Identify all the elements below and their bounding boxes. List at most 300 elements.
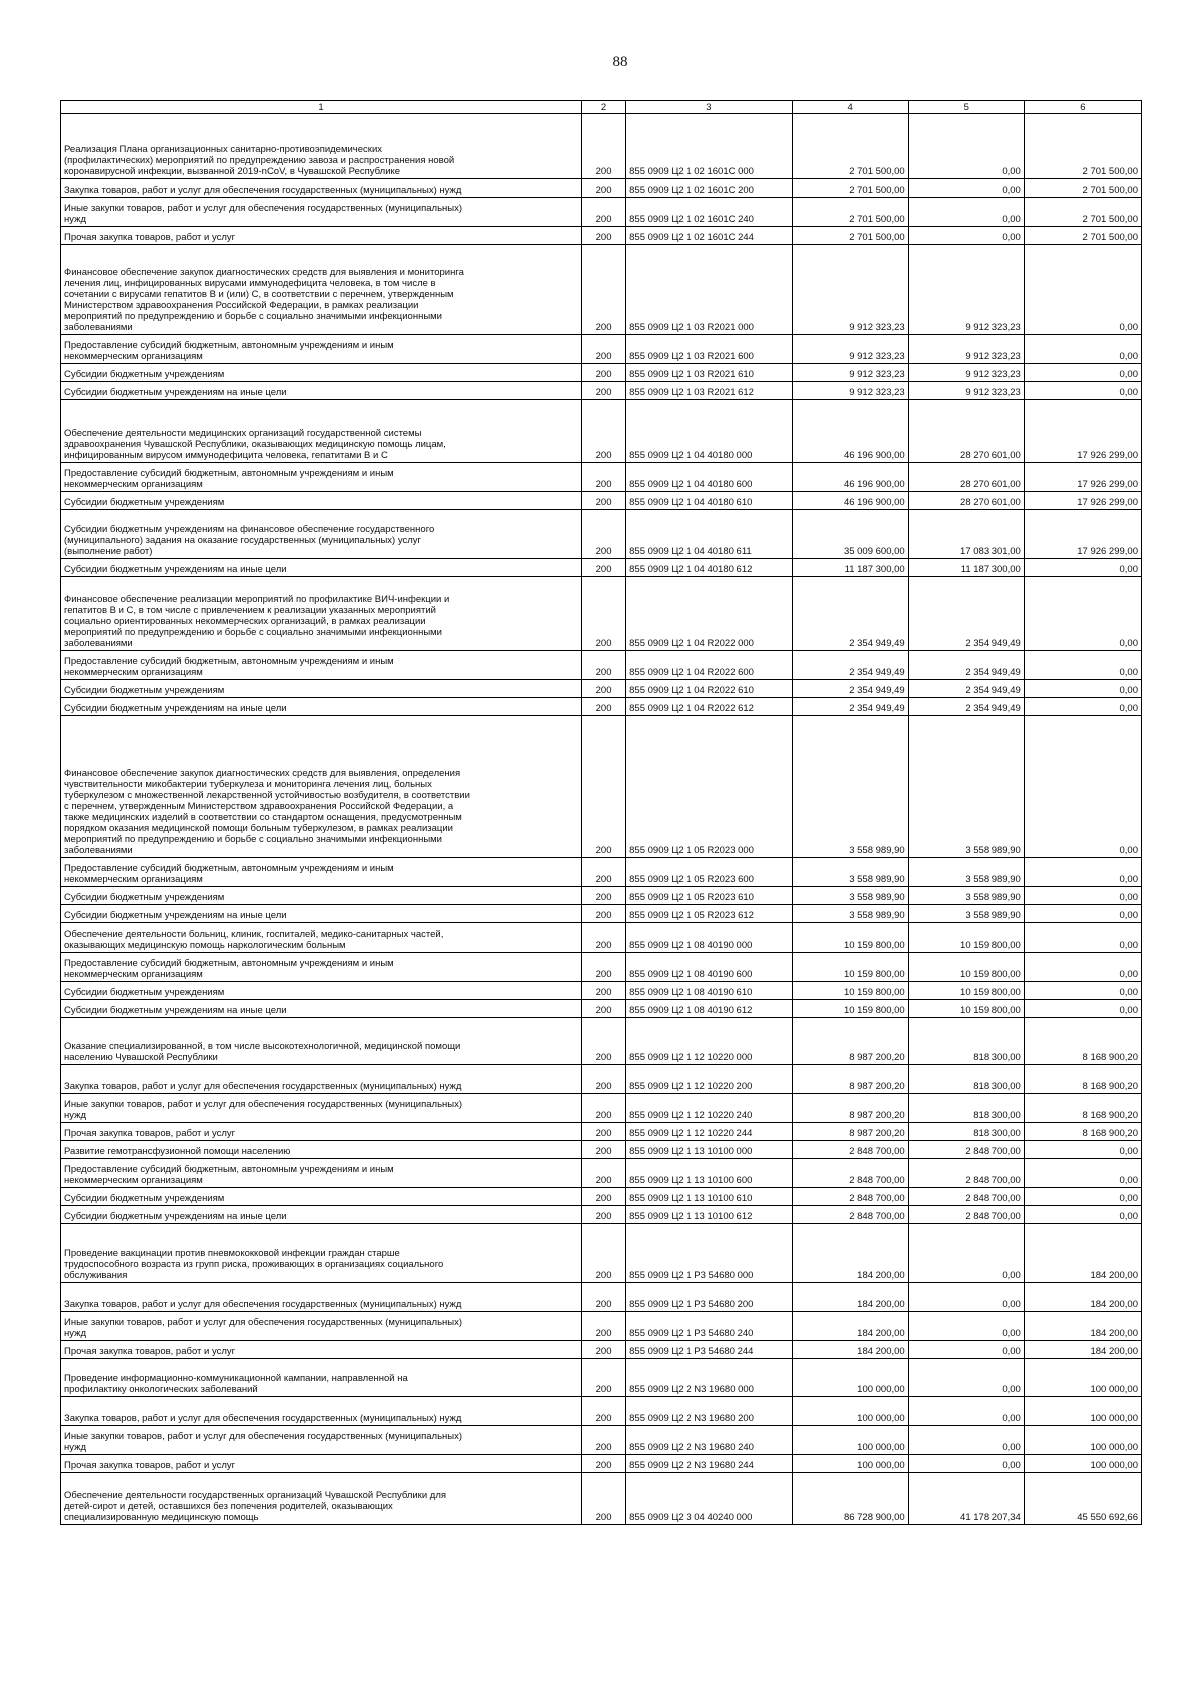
row-value-col6: 0,00 [1024, 680, 1141, 698]
row-name: Закупка товаров, работ и услуг для обеспечения государственных (муниципальных) нужд [61, 179, 582, 198]
row-value-col6: 0,00 [1024, 887, 1141, 905]
table-row [61, 179, 1142, 198]
row-code: 200 [581, 1359, 625, 1397]
table-row [61, 982, 1142, 1000]
row-name: Закупка товаров, работ и услуг для обеспечения государственных (муниципальных) нужд [61, 1065, 582, 1094]
row-value-col4: 2 701 500,00 [792, 179, 908, 198]
row-target-code: 855 0909 Ц2 1 02 1601С 200 [626, 179, 792, 198]
row-value-col6: 100 000,00 [1024, 1455, 1141, 1473]
row-value-col6: 0,00 [1024, 1188, 1141, 1206]
row-target-code: 855 0909 Ц2 1 04 R2022 000 [626, 577, 792, 651]
row-value-col5: 0,00 [908, 227, 1024, 245]
row-target-code: 855 0909 Ц2 1 05 R2023 600 [626, 858, 792, 887]
row-value-col4: 8 987 200,20 [792, 1018, 908, 1065]
row-code: 200 [581, 1283, 625, 1312]
row-target-code: 855 0909 Ц2 1 P3 54680 240 [626, 1312, 792, 1341]
table-row [61, 1188, 1142, 1206]
row-target-code: 855 0909 Ц2 1 04 40180 611 [626, 510, 792, 559]
row-name: Субсидии бюджетным учреждениям на иные цели [61, 382, 582, 400]
row-name: Субсидии бюджетным учреждениям на финансовое обеспечение государственного (муниципального) задания на оказание государственных (муниципальных) услуг (выполнение работ) [61, 510, 582, 559]
row-value-col5: 10 159 800,00 [908, 953, 1024, 982]
row-value-col4: 35 009 600,00 [792, 510, 908, 559]
col-header-5: 5 [908, 101, 1024, 114]
row-code: 200 [581, 114, 625, 179]
row-code: 200 [581, 1188, 625, 1206]
row-value-col6: 8 168 900,20 [1024, 1094, 1141, 1123]
row-code: 200 [581, 492, 625, 510]
row-value-col6: 0,00 [1024, 858, 1141, 887]
row-value-col4: 8 987 200,20 [792, 1065, 908, 1094]
row-value-col5: 818 300,00 [908, 1018, 1024, 1065]
row-value-col4: 2 354 949,49 [792, 577, 908, 651]
col-header-1: 1 [61, 101, 582, 114]
row-target-code: 855 0909 Ц2 1 08 40190 612 [626, 1000, 792, 1018]
row-value-col6: 0,00 [1024, 1141, 1141, 1159]
table-row [61, 382, 1142, 400]
row-target-code: 855 0909 Ц2 1 12 10220 000 [626, 1018, 792, 1065]
row-name: Финансовое обеспечение закупок диагностических средств для выявления, определения чувствительности микобактерии туберкулеза и мониторинга лечения лиц, больных туберкулезом с множественной лекарственной устойчивостью возбудителя, в соответствии с перечнем, утвержденным Министерством здравоохранения Российской Федерации, а также медицинских изделий в соответствии со стандартом оснащения, предусмотренным порядком оказания медицинской помощи больным туберкулезом, в рамках реализации мероприятий по предупреждению и борьбе с социально значимыми инфекционными заболеваниями [61, 716, 582, 858]
row-name: Субсидии бюджетным учреждениям [61, 1188, 582, 1206]
row-value-col5: 0,00 [908, 1224, 1024, 1283]
row-value-col4: 100 000,00 [792, 1359, 908, 1397]
row-code: 200 [581, 887, 625, 905]
row-code: 200 [581, 1000, 625, 1018]
row-value-col5: 41 178 207,34 [908, 1473, 1024, 1525]
row-value-col4: 3 558 989,90 [792, 905, 908, 923]
row-value-col4: 9 912 323,23 [792, 364, 908, 382]
table-row [61, 559, 1142, 577]
row-value-col6: 0,00 [1024, 1159, 1141, 1188]
table-row [61, 1283, 1142, 1312]
row-name: Субсидии бюджетным учреждениям [61, 492, 582, 510]
row-value-col6: 184 200,00 [1024, 1341, 1141, 1359]
row-name: Оказание специализированной, в том числе высокотехнологичной, медицинской помощи населению Чувашской Республики [61, 1018, 582, 1065]
row-value-col4: 184 200,00 [792, 1312, 908, 1341]
row-value-col6: 0,00 [1024, 1000, 1141, 1018]
row-code: 200 [581, 559, 625, 577]
row-name: Прочая закупка товаров, работ и услуг [61, 1123, 582, 1141]
row-code: 200 [581, 463, 625, 492]
row-code: 200 [581, 364, 625, 382]
row-value-col5: 10 159 800,00 [908, 923, 1024, 953]
row-value-col4: 46 196 900,00 [792, 492, 908, 510]
row-target-code: 855 0909 Ц2 1 04 40180 000 [626, 400, 792, 463]
row-value-col6: 100 000,00 [1024, 1397, 1141, 1426]
row-value-col6: 2 701 500,00 [1024, 198, 1141, 227]
row-target-code: 855 0909 Ц2 1 05 R2023 612 [626, 905, 792, 923]
row-target-code: 855 0909 Ц2 3 04 40240 000 [626, 1473, 792, 1525]
row-value-col4: 2 848 700,00 [792, 1188, 908, 1206]
table-row [61, 1000, 1142, 1018]
table-row [61, 680, 1142, 698]
row-name: Субсидии бюджетным учреждениям на иные цели [61, 905, 582, 923]
row-code: 200 [581, 1397, 625, 1426]
row-target-code: 855 0909 Ц2 1 13 10100 600 [626, 1159, 792, 1188]
row-name: Предоставление субсидий бюджетным, автономным учреждениям и иным некоммерческим организациям [61, 463, 582, 492]
row-target-code: 855 0909 Ц2 1 04 R2022 600 [626, 651, 792, 680]
table-row [61, 1473, 1142, 1525]
row-target-code: 855 0909 Ц2 2 N3 19680 244 [626, 1455, 792, 1473]
table-row [61, 227, 1142, 245]
row-target-code: 855 0909 Ц2 1 04 R2022 610 [626, 680, 792, 698]
row-value-col5: 10 159 800,00 [908, 1000, 1024, 1018]
row-value-col6: 0,00 [1024, 716, 1141, 858]
table-row [61, 1159, 1142, 1188]
row-value-col6: 0,00 [1024, 335, 1141, 364]
row-code: 200 [581, 716, 625, 858]
row-value-col4: 100 000,00 [792, 1455, 908, 1473]
row-value-col5: 28 270 601,00 [908, 492, 1024, 510]
row-code: 200 [581, 400, 625, 463]
row-value-col5: 0,00 [908, 1283, 1024, 1312]
row-value-col4: 2 701 500,00 [792, 114, 908, 179]
row-target-code: 855 0909 Ц2 1 03 R2021 000 [626, 245, 792, 335]
row-value-col4: 10 159 800,00 [792, 982, 908, 1000]
row-code: 200 [581, 1141, 625, 1159]
row-value-col6: 0,00 [1024, 1206, 1141, 1224]
row-value-col5: 0,00 [908, 179, 1024, 198]
row-code: 200 [581, 1094, 625, 1123]
row-value-col5: 9 912 323,23 [908, 364, 1024, 382]
table-row [61, 1455, 1142, 1473]
row-value-col6: 2 701 500,00 [1024, 227, 1141, 245]
table-row [61, 905, 1142, 923]
row-value-col6: 0,00 [1024, 953, 1141, 982]
row-target-code: 855 0909 Ц2 1 04 40180 600 [626, 463, 792, 492]
row-code: 200 [581, 1224, 625, 1283]
row-value-col5: 2 848 700,00 [908, 1206, 1024, 1224]
table-row [61, 1018, 1142, 1065]
table-row [61, 1206, 1142, 1224]
row-value-col6: 2 701 500,00 [1024, 114, 1141, 179]
row-name: Субсидии бюджетным учреждениям на иные цели [61, 698, 582, 716]
row-name: Предоставление субсидий бюджетным, автономным учреждениям и иным некоммерческим организациям [61, 335, 582, 364]
row-target-code: 855 0909 Ц2 1 13 10100 610 [626, 1188, 792, 1206]
row-target-code: 855 0909 Ц2 1 03 R2021 610 [626, 364, 792, 382]
row-name: Предоставление субсидий бюджетным, автономным учреждениям и иным некоммерческим организациям [61, 651, 582, 680]
row-value-col6: 17 926 299,00 [1024, 492, 1141, 510]
row-value-col6: 17 926 299,00 [1024, 463, 1141, 492]
row-value-col5: 0,00 [908, 1397, 1024, 1426]
table-row [61, 114, 1142, 179]
table-row [61, 1341, 1142, 1359]
row-value-col4: 10 159 800,00 [792, 1000, 908, 1018]
row-value-col6: 8 168 900,20 [1024, 1018, 1141, 1065]
row-value-col5: 11 187 300,00 [908, 559, 1024, 577]
row-code: 200 [581, 1018, 625, 1065]
row-code: 200 [581, 1206, 625, 1224]
table-row [61, 364, 1142, 382]
row-value-col6: 0,00 [1024, 698, 1141, 716]
table-row [61, 1123, 1142, 1141]
table-row [61, 1065, 1142, 1094]
row-name: Субсидии бюджетным учреждениям на иные цели [61, 559, 582, 577]
row-value-col5: 0,00 [908, 1312, 1024, 1341]
row-value-col4: 8 987 200,20 [792, 1094, 908, 1123]
row-target-code: 855 0909 Ц2 1 03 R2021 612 [626, 382, 792, 400]
row-target-code: 855 0909 Ц2 1 05 R2023 610 [626, 887, 792, 905]
row-target-code: 855 0909 Ц2 1 02 1601С 244 [626, 227, 792, 245]
row-code: 200 [581, 1341, 625, 1359]
row-code: 200 [581, 905, 625, 923]
row-name: Субсидии бюджетным учреждениям [61, 887, 582, 905]
row-value-col5: 2 354 949,49 [908, 651, 1024, 680]
row-target-code: 855 0909 Ц2 1 04 40180 612 [626, 559, 792, 577]
row-name: Проведение информационно-коммуникационной кампании, направленной на профилактику онкологических заболеваний [61, 1359, 582, 1397]
row-code: 200 [581, 227, 625, 245]
row-target-code: 855 0909 Ц2 1 04 R2022 612 [626, 698, 792, 716]
row-target-code: 855 0909 Ц2 1 12 10220 244 [626, 1123, 792, 1141]
row-value-col4: 86 728 900,00 [792, 1473, 908, 1525]
row-value-col4: 184 200,00 [792, 1283, 908, 1312]
table-row [61, 492, 1142, 510]
row-value-col4: 3 558 989,90 [792, 887, 908, 905]
row-value-col5: 0,00 [908, 198, 1024, 227]
row-value-col4: 46 196 900,00 [792, 463, 908, 492]
table-row [61, 1359, 1142, 1397]
row-target-code: 855 0909 Ц2 2 N3 19680 200 [626, 1397, 792, 1426]
row-code: 200 [581, 245, 625, 335]
row-name: Предоставление субсидий бюджетным, автономным учреждениям и иным некоммерческим организациям [61, 953, 582, 982]
row-value-col5: 0,00 [908, 114, 1024, 179]
table-row [61, 1094, 1142, 1123]
row-value-col6: 0,00 [1024, 382, 1141, 400]
row-value-col6: 184 200,00 [1024, 1283, 1141, 1312]
row-value-col5: 2 848 700,00 [908, 1141, 1024, 1159]
row-name: Закупка товаров, работ и услуг для обеспечения государственных (муниципальных) нужд [61, 1397, 582, 1426]
row-name: Иные закупки товаров, работ и услуг для обеспечения государственных (муниципальных) нужд [61, 1094, 582, 1123]
table-row [61, 577, 1142, 651]
table-row [61, 651, 1142, 680]
row-value-col5: 28 270 601,00 [908, 463, 1024, 492]
row-name: Предоставление субсидий бюджетным, автономным учреждениям и иным некоммерческим организациям [61, 1159, 582, 1188]
row-value-col4: 2 354 949,49 [792, 680, 908, 698]
table-row [61, 1224, 1142, 1283]
row-value-col6: 0,00 [1024, 245, 1141, 335]
row-value-col4: 2 701 500,00 [792, 227, 908, 245]
table-row [61, 858, 1142, 887]
row-value-col5: 3 558 989,90 [908, 858, 1024, 887]
row-code: 200 [581, 1312, 625, 1341]
row-value-col5: 0,00 [908, 1359, 1024, 1397]
row-value-col4: 3 558 989,90 [792, 858, 908, 887]
row-target-code: 855 0909 Ц2 1 03 R2021 600 [626, 335, 792, 364]
row-target-code: 855 0909 Ц2 2 N3 19680 000 [626, 1359, 792, 1397]
table-header-row [61, 101, 1142, 114]
table-row [61, 923, 1142, 953]
table-row [61, 510, 1142, 559]
row-target-code: 855 0909 Ц2 1 13 10100 612 [626, 1206, 792, 1224]
row-code: 200 [581, 923, 625, 953]
row-value-col5: 0,00 [908, 1341, 1024, 1359]
row-code: 200 [581, 382, 625, 400]
table-row [61, 698, 1142, 716]
table-row [61, 335, 1142, 364]
row-value-col6: 184 200,00 [1024, 1224, 1141, 1283]
row-value-col5: 10 159 800,00 [908, 982, 1024, 1000]
table-row [61, 400, 1142, 463]
row-code: 200 [581, 680, 625, 698]
table-row [61, 716, 1142, 858]
row-name: Прочая закупка товаров, работ и услуг [61, 1455, 582, 1473]
row-value-col4: 184 200,00 [792, 1341, 908, 1359]
row-value-col5: 0,00 [908, 1426, 1024, 1455]
row-name: Финансовое обеспечение реализации мероприятий по профилактике ВИЧ-инфекции и гепатитов В и С, в том числе с привлечением к реализации указанных мероприятий социально ориентированных некоммерческих организаций, в рамках реализации мероприятий по предупреждению и борьбе с социально значимыми инфекционными заболеваниями [61, 577, 582, 651]
row-name: Обеспечение деятельности больниц, клиник, госпиталей, медико-санитарных частей, оказывающих медицинскую помощь наркологическим больным [61, 923, 582, 953]
row-value-col6: 17 926 299,00 [1024, 400, 1141, 463]
row-name: Закупка товаров, работ и услуг для обеспечения государственных (муниципальных) нужд [61, 1283, 582, 1312]
row-name: Иные закупки товаров, работ и услуг для обеспечения государственных (муниципальных) нужд [61, 198, 582, 227]
row-value-col5: 2 354 949,49 [908, 680, 1024, 698]
row-value-col6: 0,00 [1024, 982, 1141, 1000]
row-value-col4: 46 196 900,00 [792, 400, 908, 463]
row-value-col6: 100 000,00 [1024, 1359, 1141, 1397]
row-value-col6: 100 000,00 [1024, 1426, 1141, 1455]
row-code: 200 [581, 1455, 625, 1473]
row-value-col6: 0,00 [1024, 905, 1141, 923]
row-name: Финансовое обеспечение закупок диагностических средств для выявления и мониторинга лечения лиц, инфицированных вирусами иммунодефицита человека, в том числе в сочетании с вирусами гепатитов В и (или) С, в соответствии с перечнем, утвержденным Министерством здравоохранения Российской Федерации, в рамках реализации мероприятий по предупреждению и борьбе с социально значимыми инфекционными заболеваниями [61, 245, 582, 335]
row-code: 200 [581, 1473, 625, 1525]
row-value-col4: 10 159 800,00 [792, 923, 908, 953]
row-value-col5: 28 270 601,00 [908, 400, 1024, 463]
col-header-6: 6 [1024, 101, 1141, 114]
row-value-col6: 0,00 [1024, 651, 1141, 680]
row-name: Обеспечение деятельности медицинских организаций государственной системы здравоохранения Чувашской Республики, оказывающих медицинскую помощь лицам, инфицированным вирусом иммунодефицита человека, гепатитами В и С [61, 400, 582, 463]
row-value-col4: 9 912 323,23 [792, 335, 908, 364]
row-target-code: 855 0909 Ц2 1 12 10220 200 [626, 1065, 792, 1094]
row-value-col6: 8 168 900,20 [1024, 1065, 1141, 1094]
row-code: 200 [581, 982, 625, 1000]
row-value-col6: 0,00 [1024, 923, 1141, 953]
row-name: Иные закупки товаров, работ и услуг для обеспечения государственных (муниципальных) нужд [61, 1426, 582, 1455]
row-target-code: 855 0909 Ц2 1 P3 54680 000 [626, 1224, 792, 1283]
row-value-col4: 9 912 323,23 [792, 382, 908, 400]
row-value-col6: 17 926 299,00 [1024, 510, 1141, 559]
row-target-code: 855 0909 Ц2 1 08 40190 610 [626, 982, 792, 1000]
row-name: Реализация Плана организационных санитарно-противоэпидемических (профилактических) мероприятий по предупреждению завоза и распространения новой коронавирусной инфекции, вызванной 2019-nCoV, в Чувашской Республике [61, 114, 582, 179]
row-value-col4: 8 987 200,20 [792, 1123, 908, 1141]
row-target-code: 855 0909 Ц2 1 02 1601С 240 [626, 198, 792, 227]
row-value-col5: 2 848 700,00 [908, 1188, 1024, 1206]
row-code: 200 [581, 1065, 625, 1094]
row-name: Субсидии бюджетным учреждениям [61, 680, 582, 698]
row-code: 200 [581, 698, 625, 716]
row-value-col6: 0,00 [1024, 559, 1141, 577]
row-target-code: 855 0909 Ц2 1 P3 54680 200 [626, 1283, 792, 1312]
row-value-col4: 3 558 989,90 [792, 716, 908, 858]
row-target-code: 855 0909 Ц2 2 N3 19680 240 [626, 1426, 792, 1455]
row-value-col6: 0,00 [1024, 364, 1141, 382]
row-value-col5: 3 558 989,90 [908, 905, 1024, 923]
row-value-col5: 17 083 301,00 [908, 510, 1024, 559]
row-name: Обеспечение деятельности государственных организаций Чувашской Республики для детей-сирот и детей, оставшихся без попечения родителей, оказывающих специализированную медицинскую помощь [61, 1473, 582, 1525]
row-value-col5: 818 300,00 [908, 1065, 1024, 1094]
row-value-col4: 100 000,00 [792, 1426, 908, 1455]
row-code: 200 [581, 335, 625, 364]
row-value-col5: 9 912 323,23 [908, 245, 1024, 335]
col-header-4: 4 [792, 101, 908, 114]
row-value-col5: 9 912 323,23 [908, 335, 1024, 364]
row-value-col5: 3 558 989,90 [908, 716, 1024, 858]
row-name: Предоставление субсидий бюджетным, автономным учреждениям и иным некоммерческим организациям [61, 858, 582, 887]
row-target-code: 855 0909 Ц2 1 13 10100 000 [626, 1141, 792, 1159]
table-row [61, 463, 1142, 492]
row-name: Прочая закупка товаров, работ и услуг [61, 227, 582, 245]
row-value-col5: 9 912 323,23 [908, 382, 1024, 400]
row-name: Иные закупки товаров, работ и услуг для обеспечения государственных (муниципальных) нужд [61, 1312, 582, 1341]
row-name: Субсидии бюджетным учреждениям [61, 364, 582, 382]
row-name: Субсидии бюджетным учреждениям [61, 982, 582, 1000]
col-header-3: 3 [626, 101, 792, 114]
table-row [61, 198, 1142, 227]
row-value-col5: 2 354 949,49 [908, 698, 1024, 716]
row-value-col4: 2 701 500,00 [792, 198, 908, 227]
row-value-col4: 2 848 700,00 [792, 1206, 908, 1224]
row-value-col4: 9 912 323,23 [792, 245, 908, 335]
row-value-col4: 10 159 800,00 [792, 953, 908, 982]
table-row [61, 887, 1142, 905]
row-value-col5: 818 300,00 [908, 1123, 1024, 1141]
row-code: 200 [581, 510, 625, 559]
table-row [61, 245, 1142, 335]
row-value-col4: 2 354 949,49 [792, 698, 908, 716]
row-target-code: 855 0909 Ц2 1 02 1601С 000 [626, 114, 792, 179]
row-value-col6: 184 200,00 [1024, 1312, 1141, 1341]
row-code: 200 [581, 179, 625, 198]
row-value-col6: 45 550 692,66 [1024, 1473, 1141, 1525]
row-code: 200 [581, 1159, 625, 1188]
row-value-col4: 2 354 949,49 [792, 651, 908, 680]
row-value-col5: 2 848 700,00 [908, 1159, 1024, 1188]
table-row [61, 1312, 1142, 1341]
row-target-code: 855 0909 Ц2 1 08 40190 600 [626, 953, 792, 982]
row-code: 200 [581, 577, 625, 651]
budget-table [60, 100, 1142, 1525]
row-name: Развитие гемотрансфузионной помощи населению [61, 1141, 582, 1159]
row-code: 200 [581, 953, 625, 982]
page-number: 88 [612, 54, 628, 70]
row-value-col4: 2 848 700,00 [792, 1159, 908, 1188]
row-code: 200 [581, 198, 625, 227]
table-row [61, 1397, 1142, 1426]
row-name: Прочая закупка товаров, работ и услуг [61, 1341, 582, 1359]
row-value-col5: 2 354 949,49 [908, 577, 1024, 651]
row-value-col4: 11 187 300,00 [792, 559, 908, 577]
row-value-col6: 8 168 900,20 [1024, 1123, 1141, 1141]
row-value-col5: 0,00 [908, 1455, 1024, 1473]
row-code: 200 [581, 858, 625, 887]
row-code: 200 [581, 1123, 625, 1141]
col-header-2: 2 [581, 101, 625, 114]
row-name: Проведение вакцинации против пневмококковой инфекции граждан старше трудоспособного возраста из групп риска, проживающих в организациях социального обслуживания [61, 1224, 582, 1283]
row-target-code: 855 0909 Ц2 1 05 R2023 000 [626, 716, 792, 858]
row-value-col4: 184 200,00 [792, 1224, 908, 1283]
row-target-code: 855 0909 Ц2 1 08 40190 000 [626, 923, 792, 953]
row-target-code: 855 0909 Ц2 1 04 40180 610 [626, 492, 792, 510]
row-target-code: 855 0909 Ц2 1 12 10220 240 [626, 1094, 792, 1123]
row-name: Субсидии бюджетным учреждениям на иные цели [61, 1206, 582, 1224]
row-target-code: 855 0909 Ц2 1 P3 54680 244 [626, 1341, 792, 1359]
row-value-col6: 0,00 [1024, 577, 1141, 651]
row-value-col5: 818 300,00 [908, 1094, 1024, 1123]
row-value-col4: 100 000,00 [792, 1397, 908, 1426]
table-row [61, 1426, 1142, 1455]
row-name: Субсидии бюджетным учреждениям на иные цели [61, 1000, 582, 1018]
row-code: 200 [581, 651, 625, 680]
table-row [61, 1141, 1142, 1159]
row-value-col5: 3 558 989,90 [908, 887, 1024, 905]
row-code: 200 [581, 1426, 625, 1455]
